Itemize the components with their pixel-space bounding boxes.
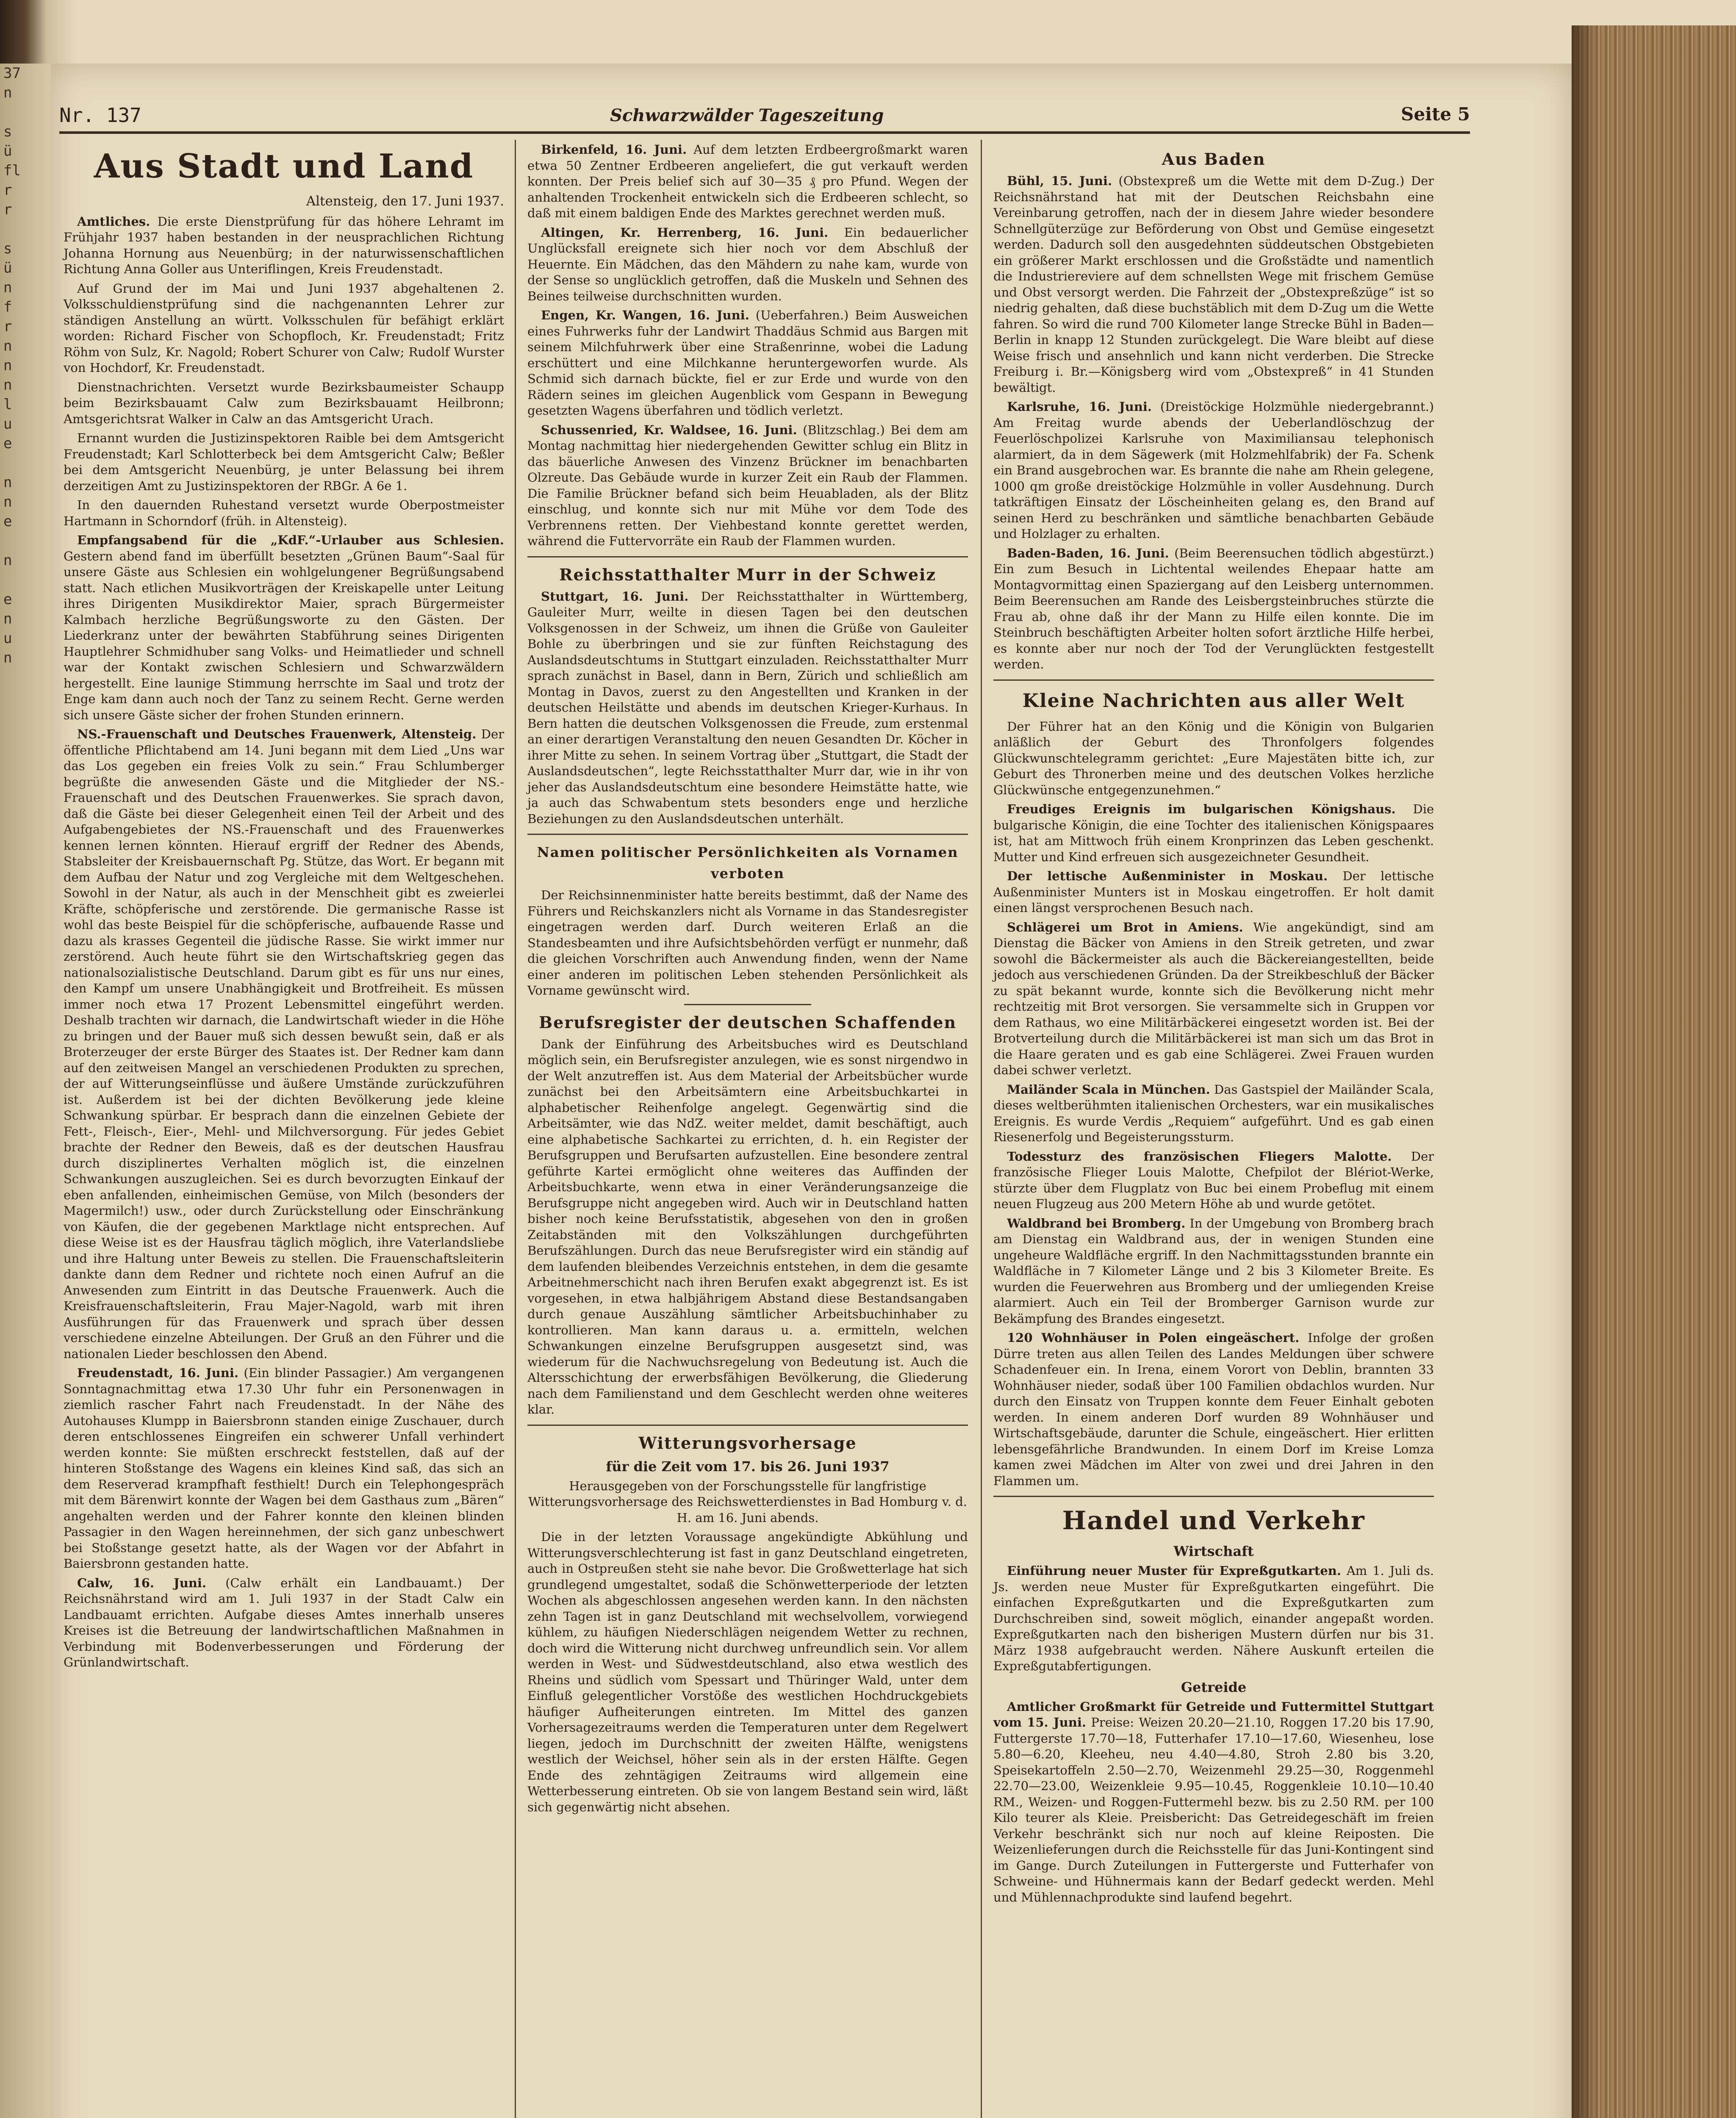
article-lead: Baden-Baden, 16. Juni. [1007, 546, 1169, 560]
headline-murr: Reichsstatthalter Murr in der Schweiz [559, 565, 937, 584]
header-rule [59, 131, 1470, 134]
article-expressgut [993, 1563, 1434, 1674]
article-vornamen: Der Reichsinnenminister hatte bereits bestimmt, daß der Name des Führers und Reichskanzlers nicht als Vorname in das Standesregister eingetragen werden darf. Durch weiteren Erlaß an die Standesbeamten und ihre Aufsichtsbehörden verfügt er nunmehr, daß die gleichen Vorschriften auch Anwendung finden, wenn der Name einer anderen im politischen Leben stehenden Persönlichkeit als Vorname gewünscht wird. [527, 888, 968, 998]
column-rule-1 [515, 140, 516, 2118]
column-2-local-news [527, 142, 968, 549]
article-text: Ernannt wurden die Justizinspektoren Raible bei dem Amtsgericht Freudenstadt; Karl Schlotterbeck bei dem Amtsgericht Calw; Beßler bei dem Amtsgericht Neuenbürg, je unter Belassung bei ihrem derzeitigen Amt zu Justizinspektoren der RBGr. A 6e 1. [64, 431, 504, 493]
article-lead: Karlsruhe, 16. Juni. [1007, 399, 1152, 414]
issue-number: Nr. 137 [59, 104, 141, 127]
article-text: Wie angekündigt, sind am Dienstag die Bäcker von Amiens in den Streik getreten, und zwar sowohl die Bäckermeister als auch die Bäckereiangestellten, beide jedoch aus verschiedenen Gründen. Da der Streikbeschluß der Bäcker zu spät bekannt wurde, konnte sich die Bevölkerung nicht mehr rechtzeitig mit Brot versorgen. Sie versammelte sich in Gruppen vor dem Rathaus, wo eine Militärbäckerei eingesetzt worden ist. Bei der Brotverteilung durch die Militärbäckerei ist man sich um das Brot in die Haare geraten und es gab eine Schlägerei. Zwei Frauen wurden dabei schwer verletzt. [993, 920, 1434, 1077]
column-1-articles [64, 214, 504, 1671]
article-paragraph [64, 380, 504, 427]
article-paragraph [993, 1149, 1434, 1212]
article-lead: Der lettische Außenminister in Moskau. [1007, 869, 1328, 883]
separator [993, 679, 1434, 681]
article-lead: Birkenfeld, 16. Juni. [541, 142, 687, 157]
subhead-wirtschaft: Wirtschaft [1173, 1543, 1254, 1559]
article-paragraph [993, 868, 1434, 916]
article-paragraph [64, 1575, 504, 1671]
article-paragraph [993, 801, 1434, 865]
separator [527, 1425, 968, 1426]
article-text: Der öffentliche Pflichtabend am 14. Juni begann mit dem Lied „Uns war das Los gegeben ein freies Volk zu sein.“ Frau Schlumberger begrüßte die anwesenden Gäste und die Mitglieder der NS.-Frauenschaft und des Deutschen Frauenwerkes. Sie sprach davon, daß die Gäste bei dieser Gelegenheit einen Teil der Arbeit und des Aufgabengebietes der NS.-Frauenschaft und des Frauenwerkes kennen lernen könnten. Hierauf ergriff der Redner des Abends, Stabsleiter der Kreisbauernschaft Pg. Stütze, das Wort. Er begann mit dem Aufbau der Natur und zog Vergleiche mit dem Weltgeschehen. Sowohl in der Natur, als auch in der Menschheit gibt es zweierlei Kräfte, schöpferische und zerstörende. Die germanische Rasse ist wohl das beste Beispiel für die schöpferische, aufbauende Rasse und dazu als krasses Gegenteil die jüdische Rasse. Sie wirkt immer nur zerstörend. Auch heute führt sie den Wirtschaftskrieg gegen das nationalsozialistische Deutschland. Darum gibt es für uns nur eines, den Kampf um unsere Unabhängigkeit und Brotfreiheit. Es müssen immer noch etwa 17 Prozent Lebensmittel eingeführt werden. Deshalb trachten wir darnach, die Landwirtschaft wieder in die Höhe zu bringen und der Bauer muß sich dessen bewußt sein, daß er als Broterzeuger der erste Bürger des Staates ist. Der Redner kam dann auf den zeitweisen Mangel an verschiedenen Produkten zu sprechen, der auf Witterungseinflüsse und äußere Umstände zurückzuführen ist. Außerdem ist bei der dichten Bevölkerung jede kleine Schwankung spürbar. Er besprach dann die einzelnen Gebiete der Fett-, Fleisch-, Eier-, Mehl- und Milchversorgung. Für jedes Gebiet brachte der Redner den Beweis, daß es der deutschen Hausfrau durch disziplinertes Verhalten möglich ist, die einzelnen Schwankungen auszugleichen. Sei es durch bevorzugten Einkauf der eben anfallenden, einheimischen Gemüse, von Milch (besonders der Magermilch!) usw., oder durch Zurückstellung oder Einschränkung von Käufen, die der gegebenen Marktlage nicht entsprechen. Auf diese Weise ist es der Hausfrau täglich möglich, ihre Vaterlandsliebe und ihre Haltung unter Beweis zu stellen. Die Frauenschaftsleiterin dankte dann dem Redner und richtete noch einen Aufruf an die Anwesenden zum Eintritt in das Deutsche Frauenwerk. Auch die Kreisfrauenschaftsleiterin, Frau Majer-Nagold, warb mit ihren Ausführungen für das Frauenwerk und sprach über dessen verschiedene einzelne Abteilungen. Der Gruß an den Führer und die nationalen Lieder beschlossen den Abend. [64, 727, 505, 1361]
article-text: (Calw erhält ein Landbauamt.) Der Reichsnährstand wird am 1. Juli 1937 in der Stadt Calw ein Landbauamt errichten. Aufgabe dieses Amtes innerhalb unseres Kreises ist die Betreuung der landwirtschaftlichen Maßnahmen in Verbindung mit Bodenverbesserungen und Förderung der Grünlandwirtschaft. [64, 1575, 505, 1669]
article-text: Gestern abend fand im überfüllt besetzten „Grünen Baum“-Saal für unsere Gäste aus Schlesien ein wohlgelungener Begrüßungsabend statt. Nach etlichen Musikvorträgen der Kreiskapelle unter Leitung ihres Dirigenten Musikdirektor Maier, sprach Bürgermeister Kalmbach herzliche Begrüßungsworte zu den Gästen. Der Liederkranz unter der bewährten Stabführung seines Dirigenten Hauptlehrer Schmidhuber sang Volks- und Heimatlieder und schnell war der Kontakt zwischen Schlesiern und Schwarzwäldern hergestellt. Eine launige Stimmung herrschte im Saal und trotz der Enge kam dann auch noch der Tanz zu seinem Recht. Gerne werden sich unsere Gäste sicher der frohen Stunden erinnern. [64, 549, 504, 722]
binding-shadow [1572, 25, 1597, 2118]
headline-witterung: Witterungsvorhersage [638, 1433, 857, 1453]
article-paragraph [993, 920, 1434, 1078]
world-news [993, 719, 1434, 1489]
article-paragraph [64, 281, 504, 376]
headline-vornamen: Namen politischer Persönlichkeiten als Vornamen verboten [537, 844, 959, 882]
article-getreide [993, 1699, 1434, 1906]
article-text: (Beim Beerensuchen tödlich abgestürzt.) Ein zum Besuch in Lichtental weilendes Ehepaar hatte am Montagvormittag einen Spaziergang auf den Leisberg unternommen. Beim Beerensuchen am Rande des Leisbergsteinbruches stürzte die Frau ab, ohne daß ihr der Mann zu Hilfe eilen konnte. Die im Steinbruch beschäftigten Arbeiter holten sofort ärztliche Hilfe herbei, es konnte aber nur noch der Tod der Verunglückten festgestellt werden. [993, 546, 1434, 671]
article-lead: Freudiges Ereignis im bulgarischen Königshaus. [1007, 802, 1396, 816]
headline-aus-baden: Aus Baden [1162, 150, 1266, 169]
article-murr [527, 589, 968, 827]
article-lead: Freudenstadt, 16. Juni. [77, 1366, 238, 1380]
article-lead: Empfangsabend für die „KdF.“-Urlauber aus Schlesien. [77, 533, 504, 547]
separator [527, 834, 968, 835]
article-text: (Dreistöckige Holzmühle niedergebrannt.) Am Freitag wurde abends der Ueberlandlöschzug der Feuerlöschpolizei Karlsruhe von Maximiliansau telephonisch alarmiert, da in dem Sägewerk (mit Holzmehlfabrik) der Fa. Schenk ein Brand ausgebrochen war. Es brannte die nahe am Rhein gelegene, 1000 qm große dreistöckige Holzmühle in voller Ausdehnung. Durch tatkräftigen Einsatz der Löscheinheiten gelang es, den Brand auf seinen Herd zu beschränken und sämtliche benachbarten Gebäude und Holzlager zu erhalten. [993, 399, 1434, 541]
article-lead: 120 Wohnhäuser in Polen eingeäschert. [1007, 1331, 1300, 1345]
article-paragraph [993, 399, 1434, 542]
article-lead: Altingen, Kr. Herrenberg, 16. Juni. [541, 225, 829, 240]
article-text: (Ueberfahren.) Beim Ausweichen eines Fuhrwerks fuhr der Landwirt Thaddäus Schmid aus Bargen mit seinem Milchfuhrwerk über eine Straßenrinne, wobei die Ladung erschüttert und eine Milchkanne heruntergeworfen wurde. Als Schmid sich darnach bückte, fiel er zur Erde und wurde von den Rädern seines im gleichen Augenblick vom Gespann in Bewegung gesetzten Wagens überfahren und tödlich verletzt. [527, 308, 968, 418]
dateline: Altensteig, den 17. Juni 1937. [306, 194, 504, 209]
separator [527, 556, 968, 557]
article-paragraph [527, 422, 968, 549]
article-paragraph [993, 1216, 1434, 1327]
headline-handel-verkehr: Handel und Verkehr [1062, 1506, 1365, 1536]
article-text: Am 1. Juli ds. Js. werden neue Muster für Expreßgutkarten eingeführt. Die einfachen Expreßgutkarten und die Expreßgutkarten zum Durchschreiben sind, soweit möglich, einander angepaßt worden. Expreßgutkarten nach den bisherigen Mustern dürfen nur bis 31. März 1938 aufgebraucht werden. Nähere Auskunft erteilen die Expreßgutabfertigungen. [993, 1564, 1434, 1673]
article-text: (Obstexpreß um die Wette mit dem D-Zug.) Der Reichsnährstand hat mit der Deutschen Reichsbahn eine Vereinbarung getroffen, nach der in diesem Jahre wieder besondere Schnellgüterzüge zur Beförderung von Obst und Gemüse eingesetzt werden. Dadurch soll den ausgedehnten süddeutschen Obstgebieten ein größerer Markt erschlossen und die Großstädte und namentlich die Industriereviere auf dem schnellsten Wege mit frischem Gemüse und Obst versorgt werden. Die Fahrzeit der „Obstexpreßzüge“ ist so niedrig gehalten, daß diese buchstäblich mit dem D-Zug um die Wette fahren. So wird die rund 700 Kilometer lange Strecke Bühl in Baden—Berlin in knapp 12 Stunden zurückgelegt. Die Ware bleibt auf diese Weise frisch und ansehnlich und kann nicht verderben. Die Strecke Freiburg i. Br.—Königsberg wird vom „Obstexpreß“ in 41 Stunden bewältigt. [993, 174, 1434, 395]
article-paragraph [993, 719, 1434, 798]
baden-news [993, 173, 1434, 673]
article-paragraph [64, 430, 504, 494]
article-text: Infolge der großen Dürre treten aus allen Teilen des Landes Meldungen über schwere Schadenfeuer ein. In Irena, einem Vorort von Deblin, brannten 33 Wohnhäuser nieder, sodaß über 100 Familien obdachlos wurden. Nur durch den Einsatz von Truppen konnte dem Feuer Einhalt geboten werden. In einem anderen Dorf wurden 89 Wohnhäuser und Wirtschaftsgebäude, darunter die Schule, eingeäschert. Hier erlitten lebensgefährliche Brandwunden. In einem Dorf im Kreise Lomza kamen zwei Mädchen im Alter von zwei und drei Jahren in den Flammen um. [993, 1331, 1434, 1488]
article-text: Preise: Weizen 20.20—21.10, Roggen 17.20 bis 17.90, Futtergerste 17.70—18, Futterhafer 17.10—17.60, Wiesenheu, lose 5.80—6.20, Kleeheu, neu 4.40—4.80, Stroh 2.80 bis 3.20, Speisekartoffeln 2.50—2.70, Weizenmehl 29.25—30, Roggenmehl 22.70—23.00, Weizenkleie 9.95—10.45, Roggenkleie 10.10—10.40 RM., Weizen- und Roggen-Futtermehl bezw. bis zu 2.50 RM. per 100 Kilo teurer als Kleie. Preisbericht: Das Getreidegeschäft im freien Verkehr beschränkt sich nur noch auf kleine Reiposten. Die Weizenlieferungen durch die Reichsstelle für das Juni-Kontingent sind im Gange. Durch Zuteilungen in Futtergerste und Futterhafer von Schweine- und Hühnermais kann der Bedarf gedeckt werden. Mehl und Mühlennachprodukte sind laufend begehrt. [993, 1715, 1434, 1905]
column-2 [527, 142, 968, 1819]
article-paragraph [527, 308, 968, 419]
section-headline-stadt-land: Aus Stadt und Land [94, 147, 474, 186]
previous-page-edge [0, 64, 53, 2118]
article-text: Dienstnachrichten. Versetzt wurde Bezirksbaumeister Schaupp beim Bezirksbauamt Calw zum Bezirksbauamt Heilbronn; Amtsgerichtsrat Walker in Calw an das Amtsgericht Urach. [64, 380, 504, 426]
article-paragraph [993, 173, 1434, 396]
page-number: Seite 5 [1401, 104, 1470, 125]
separator [993, 1496, 1434, 1497]
witterung-period: für die Zeit vom 17. bis 26. Juni 1937 [606, 1458, 890, 1475]
subhead-getreide: Getreide [1181, 1679, 1247, 1695]
article-paragraph [993, 546, 1434, 673]
headline-kleine-nachrichten: Kleine Nachrichten aus aller Welt [1022, 690, 1405, 712]
article-paragraph [64, 214, 504, 277]
article-text: (Ein blinder Passagier.) Am vergangenen Sonntagnachmittag etwa 17.30 Uhr fuhr ein Personenwagen in ziemlich rascher Fahrt nach Freudenstadt. In der Nähe des Autohauses Klumpp in Baiersbronn standen einige Zuschauer, durch deren entschlossenes Eingreifen ein schwerer Unfall verhindert werden konnte: Sie müßten erschreckt feststellen, daß auf der hinteren Stoßstange des Wagens ein kleines Kind saß, das sich an dem Reserverad krampfhaft festhielt! Durch ein Telephongespräch mit dem Bärenwirt konnte der Wagen bei dem Gasthaus zum „Bären“ angehalten werden und der Fahrer konnte den kleinen blinden Passagier in den Wagen hereinnehmen, der sich ganz unbeschwert bei Stoßstange gesetzt hatte, als der Wagen vor der Abfahrt in Baiersbronn gestanden hatte. [64, 1366, 505, 1571]
headline-berufsregister: Berufsregister der deutschen Schaffenden [538, 1012, 957, 1032]
article-text: In den dauernden Ruhestand versetzt wurde Oberpostmeister Hartmann in Schorndorf (früh. in Altensteig). [64, 498, 504, 528]
article-text: Der Reichsstatthalter in Württemberg, Gauleiter Murr, weilte in diesen Tagen bei den deutschen Volksgenossen in der Schweiz, um ihnen die Grüße von Gauleiter Bohle zu überbringen und sie zur fünften Reichstagung des Auslandsdeutschtums in Stuttgart einzuladen. Reichsstatthalter Murr sprach zunächst in Basel, dann in Bern, Zürich und schließlich am Montag in Davos, zuerst zu den Angestellten und Kranken in der deutschen Heilstätte und abends im deutschen Krieger-Kurhaus. In Bern hatten die deutschen Volksgenossen die Freude, zum erstenmal an einer derartigen Veranstaltung den neuen Gesandten Dr. Köcher in ihrer Mitte zu sehen. In seinem Vortrag über „Stuttgart, die Stadt der Auslandsdeutschen“, legte Reichsstatthalter Murr dar, wie in ihr von jeher das Auslandsdeutschtum eine besondere Heimstätte hatte, wie ja auch das Schwabentum stets besonders enge und herzliche Beziehungen zu den Auslandsdeutschen unterhält. [527, 589, 968, 826]
article-lead: Stuttgart, 16. Juni. [541, 589, 689, 604]
article-lead: Bühl, 15. Juni. [1007, 174, 1112, 188]
article-lead: Schlägerei um Brot in Amiens. [1007, 920, 1243, 934]
article-paragraph [527, 225, 968, 305]
article-text: In der Umgebung von Bromberg brach am Dienstag ein Waldbrand aus, der in wenigen Stunden eine ungeheure Waldfläche ergriff. In den Nachmittagsstunden brannte ein Waldfläche in 7 Kilometer Länge und 2 bis 3 Kilometer Breite. Es wurden die Feuerwehren aus Bromberg und der umliegenden Kreise alarmiert. Auch ein Teil der Bromberger Garnison wurde zur Bekämpfung des Brandes eingesetzt. [993, 1216, 1434, 1326]
article-lead: Amtliches. [77, 214, 150, 229]
column-3 [993, 142, 1434, 1909]
article-lead: Amtlicher Großmarkt für Getreide und Futtermittel Stuttgart vom 15. Juni. [993, 1699, 1434, 1730]
article-lead: Mailänder Scala in München. [1007, 1082, 1210, 1097]
previous-page-text: 37 n s ü fl r r s ü n f r n n n l u e n n e n e n u n [3, 65, 21, 666]
article-paragraph [993, 1082, 1434, 1145]
article-paragraph [993, 1330, 1434, 1489]
article-paragraph [64, 726, 504, 1362]
article-lead: Todessturz des französischen Fliegers Malotte. [1007, 1149, 1392, 1164]
witterung-source: Herausgegeben von der Forschungsstelle für langfristige Witterungsvorhersage des Reichswetterdienstes in Bad Homburg v. d. H. am 16. Juni abends. [528, 1478, 967, 1525]
article-text: Auf dem letzten Erdbeergroßmarkt waren etwa 50 Zentner Erdbeeren angeliefert, die gut verkauft werden konnten. Der Preis belief sich auf 30—35 ₰ pro Pfund. Wegen der anhaltenden Trockenheit entwickeln sich die Erdbeeren schlecht, so daß mit einem baldigen Ende des Marktes gerechnet werden muß. [527, 142, 968, 220]
article-witterung: Die in der letzten Voraussage angekündigte Abkühlung und Witterungsverschlechterung ist fast in ganz Deutschland eingetreten, auch in Ostpreußen steht sie nahe bevor. Die Großwetterlage hat sich grundlegend umgestaltet, sodaß die Schönwetterperiode der letzten Wochen als abgeschlossen angesehen werden kann. In den nächsten zehn Tagen ist in ganz Deutschland mit wechselvollem, vorwiegend kühlem, zu häufigen Niederschlägen neigendem Wetter zu rechnen, doch wird die Witterung nicht durchweg unfreundlich sein. Vor allem werden in West- und Südwestdeutschland, also etwa westlich des Rheins und südlich vom Spessart und Thüringer Wald, unter dem Einfluß gelegentlicher Vorstöße des westlichen Hochdruckgebiets häufiger Aufheiterungen eintreten. Im Mittel des ganzen Vorhersagezeitraums werden die Temperaturen unter dem Regelwert liegen, jedoch im Durchschnitt der zweiten Hälfte, wenigstens westlich der Weichsel, höher sein als in der ersten Hälfte. Gegen Ende des zehntägigen Zeitraums wird allgemein eine Wetterbesserung eintreten. Ob sie von langem Bestand sein wird, läßt sich gegenwärtig nicht absehen. [527, 1530, 968, 1814]
article-text: (Blitzschlag.) Bei dem am Montag nachmittag hier niedergehenden Gewitter schlug ein Blitz in das bäuerliche Anwesen des Vinzenz Brückner im benachbarten Olzreute. Das Gebäude wurde in kurzer Zeit ein Raub der Flammen. Die Familie Brückner befand sich beim Heuabladen, als der Blitz einschlug, und konnte sich nur mit Mühe vor dem Tode des Verbrennens retten. Der Viehbestand konnte gerettet werden, während die Futtervorräte ein Raub der Flammen wurden. [527, 422, 968, 548]
page-header [59, 104, 1470, 129]
article-text: Der französische Flieger Louis Malotte, Chefpilot der Blériot-Werke, stürzte über dem Flugplatz von Buc bei einem Probeflug mit einem neuen Flugzeug aus 200 Metern Höhe ab und wurde getötet. [993, 1149, 1434, 1211]
article-lead: Waldbrand bei Bromberg. [1007, 1216, 1186, 1231]
article-text: Der lettische Außenminister Munters ist in Moskau eingetroffen. Er holt damit einen längst versprochenen Besuch nach. [993, 869, 1434, 915]
article-lead: NS.-Frauenschaft und Deutsches Frauenwerk, Altensteig. [77, 727, 477, 741]
article-text: Auf Grund der im Mai und Juni 1937 abgehaltenen 2. Volksschuldienstprüfung sind die nachgenannten Lehrer zur ständigen Anstellung an württ. Volksschulen für befähigt erklärt worden: Richard Fischer von Schopfloch, Kr. Freudenstadt; Fritz Röhm von Sulz, Kr. Nagold; Robert Schurer von Calw; Rudolf Wurster von Hochdorf, Kr. Freudenstadt. [64, 281, 504, 375]
newspaper-title: Schwarzwälder Tageszeitung [610, 105, 884, 125]
article-text: Ein bedauerlicher Unglücksfall ereignete sich hier noch vor dem Abschluß der Heuernte. Ein Mädchen, das den Mähdern zu nahe kam, wurde von der Sense so unglücklich getroffen, daß die Muskeln und Sehnen des Beines teilweise durchschnitten wurden. [527, 225, 968, 303]
article-text: Der Führer hat an den König und die Königin von Bulgarien anläßlich der Geburt des Thronfolgers folgendes Glückwunschtelegramm gerichtet: „Eure Majestäten bitte ich, zur Geburt des Thronerben meine und des deutschen Volkes herzliche Glückwünsche entgegenzunehmen.“ [993, 719, 1434, 797]
column-rule-2 [981, 140, 982, 2118]
article-paragraph [527, 142, 968, 222]
article-lead: Calw, 16. Juni. [77, 1575, 206, 1590]
article-text: Die bulgarische Königin, die eine Tochter des italienischen Königspaares ist, hat am Mittwoch früh einem Kronprinzen das Leben geschenkt. Mutter und Kind erfreuen sich ausgezeichneter Gesundheit. [993, 802, 1434, 864]
article-paragraph [64, 532, 504, 723]
article-paragraph [64, 497, 504, 529]
article-lead: Einführung neuer Muster für Expreßgutkarten. [1007, 1564, 1341, 1578]
article-text: Die erste Dienstprüfung für das höhere Lehramt im Frühjahr 1937 haben bestanden in der neusprachlichen Richtung Johanna Hornung aus Neuenbürg; in der naturwissenschaftlichen Richtung Anna Goller aus Unteriflingen, Kreis Freudenstadt. [64, 214, 504, 276]
article-paragraph [64, 1365, 504, 1572]
article-lead: Schussenried, Kr. Waldsee, 16. Juni. [541, 422, 797, 437]
article-text: Das Gastspiel der Mailänder Scala, dieses weltberühmten italienischen Orchesters, war ein musikalisches Ereignis. Es wurde Verdis „Requiem“ aufgeführt. Und es gab einen Riesenerfolg und Begeisterungssturm. [993, 1082, 1434, 1144]
column-1 [64, 142, 504, 1674]
article-berufsregister: Dank der Einführung des Arbeitsbuches wird es Deutschland möglich sein, ein Berufsregister anzulegen, wie es sonst nirgendwo in der Welt anzutreffen ist. Aus dem Material der Arbeitsbücher wurde zunächst bei den Arbeitsämtern eine Arbeitsbuchkartei in alphabetischer Reihenfolge angelegt. Gegenwärtig sind die Arbeitsämter, wie das NdZ. weiter meldet, damit beschäftigt, auch eine alphabetische Sachkartei zu errichten, d. h. ein Register der Berufsgruppen und Berufsarten aufzustellen. Eine besondere zentral geführte Kartei ermöglicht ohne weiteres das Auffinden der Arbeitsbuchkarte, wenn etwa in einer Veränderungsanzeige die Berufsgruppe nicht angegeben wird. Auch wir in Deutschland hatten bisher noch keine Berufsstatistik, abgesehen von den in großen Zeitabständen mit den Volkszählungen durchgeführten Berufszählungen. Durch das neue Berufsregister wird ein ständig auf dem laufenden bleibendes Verzeichnis entstehen, in dem die gesamte Arbeitnehmerschicht nach ihren Berufen exakt abgegrenzt ist. Es ist vorgesehen, in etwa halbjährigem Abstand diese Bestandsangaben durch genaue Auszählung sämtlicher Arbeitsbuchinhaber zu kontrollieren. Man kann daraus u. a. ermitteln, welchen Schwankungen einzelne Berufsgruppen ausgesetzt sind, was wiederum für die Nachwuchsregelung von Bedeutung ist. Auch die Altersschichtung der erwerbsfähigen Bevölkerung, die Gliederung nach dem Familienstand und dem Geschlecht werden ohne weiteres klar. [527, 1037, 968, 1417]
article-lead: Engen, Kr. Wangen, 16. Juni. [541, 308, 749, 322]
separator [684, 1004, 811, 1005]
